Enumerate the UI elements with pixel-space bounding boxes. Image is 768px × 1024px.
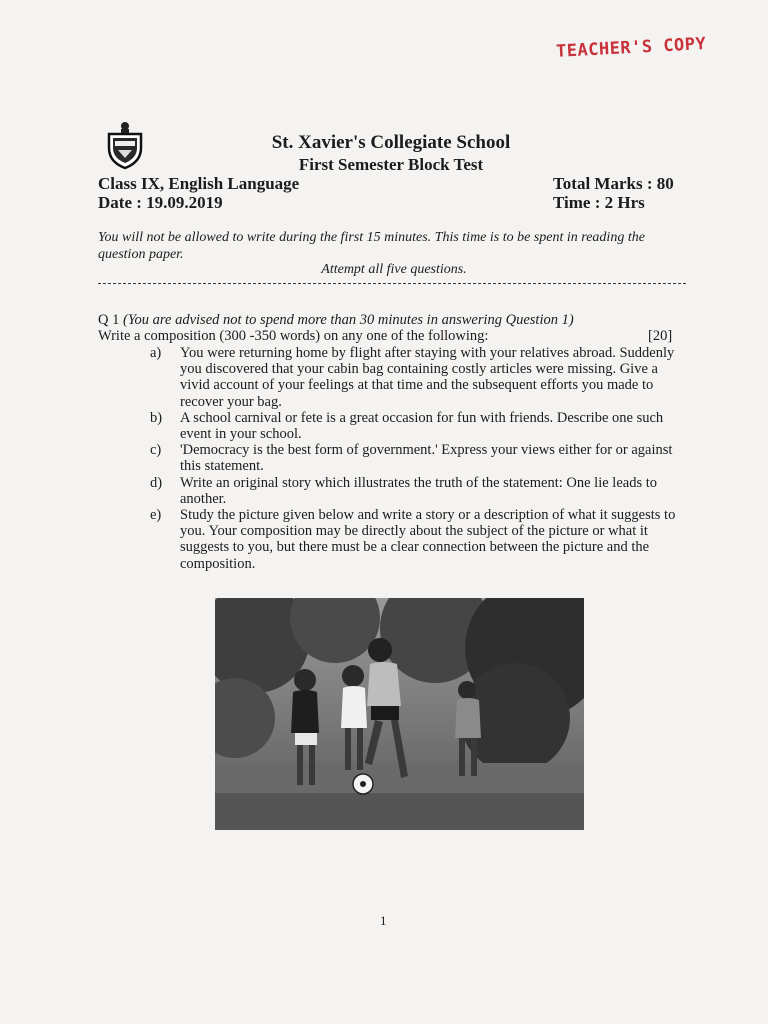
page-number: 1 [380,913,387,928]
option-item [150,442,690,474]
question-note: (You are advised not to spend more than 30 minutes in answering Question 1) [122,312,574,328]
exam-time: Time : 2 Hrs [553,193,645,212]
option-text: A school carnival or fete is a great occasion for fun with friends. Describe one such event in your school. [180,409,664,443]
option-item [150,410,690,442]
exam-date: Date : 19.09.2019 [98,193,223,212]
option-item [150,507,690,572]
class-subject: Class IX, English Language [98,174,300,193]
option-text: Write an original story which illustrates the truth of the statement: One lie leads to another. [180,474,657,507]
option-letter: d) [150,474,163,491]
attempt-instruction: Attempt all five questions. [321,262,467,277]
option-item [150,475,690,507]
option-text: 'Democracy is the best form of government.' Express your views either for or against this statement. [180,442,673,475]
school-name: St. Xavier's Collegiate School [271,132,511,153]
option-letter: c) [150,442,162,459]
option-letter: b) [150,409,163,426]
reading-instruction: You will not be allowed to write during the first 15 minutes. This time is to be spent in reading the question paper. [98,230,645,262]
question-number: Q 1 [98,312,120,328]
total-marks: Total Marks : 80 [553,174,674,193]
teachers-copy-stamp: TEACHER'S COPY [555,34,707,62]
question-1-heading [98,312,574,329]
test-title: First Semester Block Test [298,155,484,174]
option-text: You were returning home by flight after staying with your relatives abroad. Suddenly you discovered that your cabin bag containing costly articles were missing. Give a vivid account of your feelings at that time and the subsequent efforts you made to recover your bag. [180,345,675,410]
option-item [150,345,690,410]
option-letter: e) [150,507,162,524]
option-letter: a) [150,345,162,361]
options-list [150,345,690,572]
children-playing-football-photo [215,598,584,830]
option-text: Study the picture given below and write a story or a description of what it suggests to you. Your composition may be directly about the subject of the picture or what it suggests to you, but there must be a clear connection between the picture and the composition. [180,507,676,572]
question-prompt: Write a composition (300 -350 words) on any one of the following: [98,328,489,344]
divider-line [98,283,686,284]
question-marks: [20] [648,328,673,344]
